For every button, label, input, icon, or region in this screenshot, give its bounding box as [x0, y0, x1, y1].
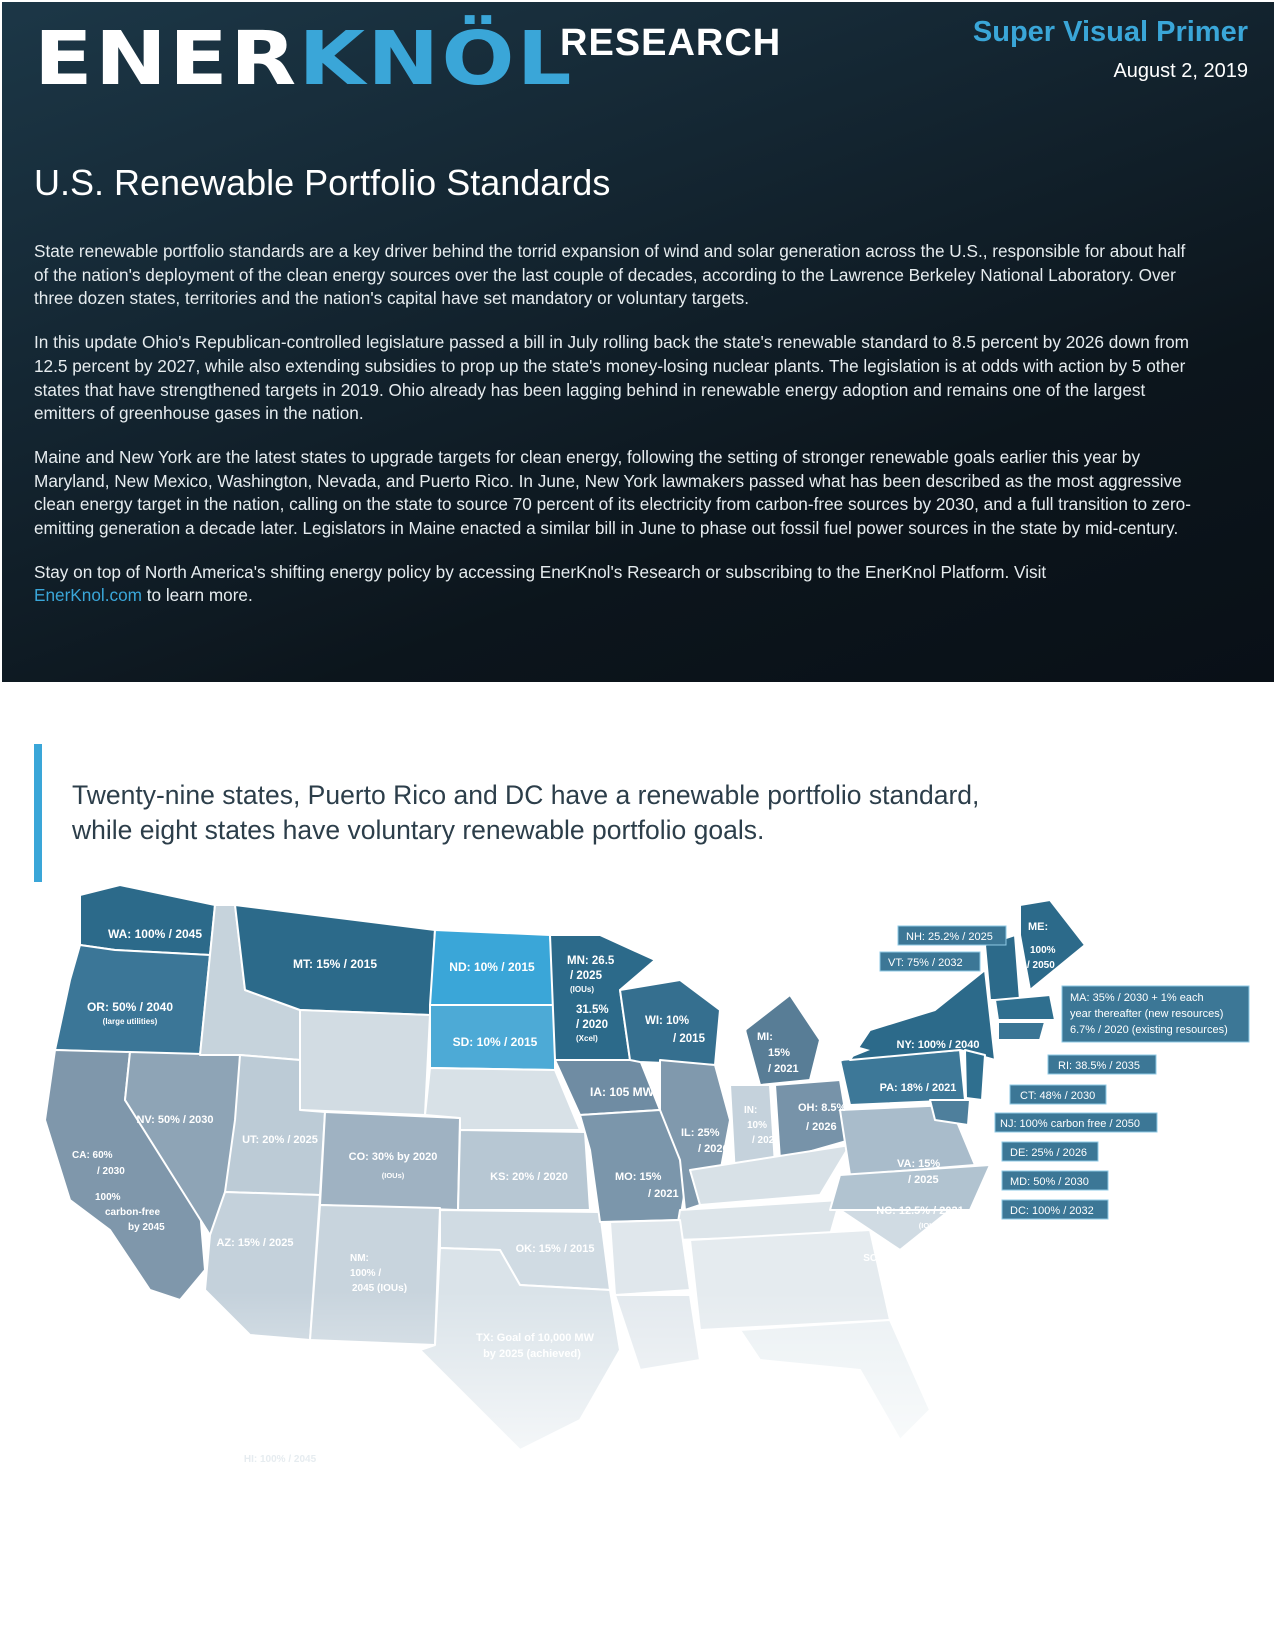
publication-date: August 2, 2019 — [1113, 60, 1248, 82]
label-mn-1: MN: 26.5 — [567, 955, 615, 967]
label-wa: WA: 100% / 2045 — [107, 927, 203, 941]
label-oh-1: OH: 8.5% — [798, 1102, 847, 1114]
label-me-3: / 2050 — [1027, 960, 1055, 971]
label-ut: UT: 20% / 2025 — [242, 1134, 318, 1146]
label-ca-5: by 2045 — [128, 1222, 165, 1233]
state-wa — [80, 885, 215, 955]
callout-dc: DC: 100% / 2032 — [1010, 1205, 1094, 1217]
label-az: AZ: 15% / 2025 — [216, 1237, 294, 1249]
state-ma — [995, 995, 1055, 1020]
label-wi-2: / 2015 — [673, 1033, 705, 1045]
label-hi: HI: 100% / 2045 — [243, 1454, 317, 1465]
label-nm-3: 2045 (IOUs) — [352, 1283, 408, 1294]
label-ia: IA: 105 MW — [589, 1085, 655, 1099]
callout-nj: NJ: 100% carbon free / 2050 — [1000, 1118, 1141, 1130]
label-mt: MT: 15% / 2015 — [292, 957, 378, 971]
label-nc-1: NC: 12.5% / 2021 — [876, 1205, 964, 1217]
callout-ma-3: 6.7% / 2020 (existing resources) — [1070, 1024, 1228, 1036]
label-co-1: CO: 30% by 2020 — [348, 1151, 438, 1163]
paragraph-3: Maine and New York are the latest states to upgrade targets for clean energy, following the setting of stronger renewable goals earlier this year by Maryland, New Mexico, Washington, Nevada, and Puerto Rico. In June, New York lawmakers passed what has been described as the most aggressive clean energy target in the nation, calling on the state to source 70 percent of its electricity from carbon-free sources by 2030, and a full transition to zero-emitting generation a decade later. Legislators in Maine enacted a similar bill in June to phase out fossil fuel power sources in the state by mid-century. — [34, 446, 1191, 539]
label-mi-3: / 2021 — [768, 1063, 799, 1075]
label-sd: SD: 10% / 2015 — [452, 1035, 538, 1049]
label-or-2: (large utilities) — [102, 1017, 158, 1026]
callout-ma-2: year thereafter (new resources) — [1070, 1008, 1224, 1020]
label-nc-2: (IOUs) — [918, 1221, 942, 1230]
us-rps-map — [0, 880, 1275, 1500]
label-il-1: IL: 25% — [681, 1127, 720, 1139]
quote-line-2: while eight states have voluntary renewable portfolio goals. — [72, 815, 765, 845]
state-wy — [300, 1010, 430, 1115]
cta-paragraph — [34, 561, 1204, 608]
logo-part-knol: KNÖL — [298, 16, 574, 102]
logo-wordmark — [34, 16, 574, 102]
label-il-2: / 2026 — [698, 1143, 729, 1155]
label-mn-3: (IOUs) — [570, 985, 594, 994]
label-sc: SC: 2% 2021 — [863, 1253, 923, 1264]
label-or-1: OR: 50% / 2040 — [86, 1000, 174, 1014]
callout-ct: CT: 48% / 2030 — [1020, 1090, 1096, 1102]
label-va-1: VA: 15% — [897, 1158, 941, 1170]
callout-md: MD: 50% / 2030 — [1010, 1176, 1089, 1188]
quote-line-1: Twenty-nine states, Puerto Rico and DC have a renewable portfolio standard, — [72, 780, 980, 810]
label-mi-1: MI: — [757, 1031, 773, 1043]
label-mn-2: / 2025 — [570, 970, 602, 982]
label-co-2: (IOUs) — [381, 1171, 405, 1180]
lake-michigan — [725, 990, 748, 1080]
label-ks: KS: 20% / 2020 — [490, 1171, 568, 1183]
paragraph-2: In this update Ohio's Republican-controlled legislature passed a bill in July rolling back the state's renewable standard to 8.5 percent by 2026 down from 12.5 percent by 2027, while also extending subsidies to prop up the state's money-losing nuclear plants. The legislation is at odds with action by 5 other states that have strengthened targets in 2019. Ohio already has been lagging behind in renewable energy adoption and remains one of the largest emitters of greenhouse gases in the nation. — [34, 332, 1189, 424]
cta-tail: to learn more. — [146, 585, 253, 606]
callout-de: DE: 25% / 2026 — [1010, 1147, 1088, 1159]
label-ca-3: 100% — [95, 1192, 121, 1203]
enerknol-link[interactable]: EnerKnol.com — [34, 585, 142, 606]
label-ok: OK: 15% / 2015 — [515, 1243, 595, 1255]
label-mo-1: MO: 15% — [615, 1171, 662, 1183]
callout-ri: RI: 38.5% / 2035 — [1058, 1060, 1140, 1072]
label-nm-1: NM: — [350, 1253, 369, 1264]
quote-accent-bar — [34, 744, 42, 882]
label-in-2: 10% — [747, 1120, 768, 1131]
label-nm-2: 100% / — [350, 1268, 382, 1279]
label-pa: PA: 18% / 2021 — [879, 1082, 957, 1094]
logo-part-ener: ENER — [34, 16, 299, 102]
state-ct-ri — [998, 1022, 1045, 1040]
label-va-2: / 2025 — [908, 1174, 939, 1186]
lake-superior — [655, 945, 780, 980]
label-mn-5: / 2020 — [576, 1019, 608, 1031]
label-ny: NY: 100% / 2040 — [896, 1039, 980, 1051]
page-title: U.S. Renewable Portfolio Standards — [34, 162, 611, 203]
label-ca-2: / 2030 — [97, 1166, 125, 1177]
logo-research: RESEARCH — [560, 22, 782, 64]
pull-quote — [72, 778, 1072, 848]
callout-vt: VT: 75% / 2032 — [888, 957, 963, 969]
state-nj — [965, 1050, 985, 1100]
label-me-2: 100% — [1030, 945, 1056, 956]
label-me-1: ME: — [1028, 921, 1049, 933]
series-title: Super Visual Primer — [972, 16, 1248, 48]
label-ca-1: CA: 60% — [72, 1150, 113, 1161]
cta-text: Stay on top of North America's shifting energy policy by accessing EnerKnol's Research or subscribing to the EnerKnol Platform. Visit — [34, 561, 1047, 582]
label-ca-4: carbon-free — [105, 1207, 161, 1218]
label-mn-4: 31.5% — [576, 1004, 609, 1016]
label-tx-2: by 2025 (achieved) — [483, 1348, 581, 1360]
label-mi-2: 15% — [768, 1047, 791, 1059]
label-mn-6: (Xcel) — [576, 1034, 598, 1043]
intro-text — [34, 240, 1204, 628]
paragraph-1: State renewable portfolio standards are a key driver behind the torrid expansion of wind and solar generation across the U.S., responsible for about half of the nation's deployment of the clean energy sources over the last couple of decades, according to the Lawrence Berkeley National Laboratory. Over three dozen states, territories and the nation's capital have set mandatory or voluntary targets. — [34, 241, 1186, 309]
label-tx-1: TX: Goal of 10,000 MW — [476, 1332, 594, 1344]
label-oh-2: / 2026 — [806, 1121, 837, 1133]
label-in-1: IN: — [744, 1105, 758, 1116]
label-wi-1: WI: 10% — [645, 1015, 690, 1027]
header-banner — [2, 2, 1274, 682]
callout-nh: NH: 25.2% / 2025 — [906, 931, 993, 943]
label-nd: ND: 10% / 2015 — [449, 960, 535, 974]
label-nv: NV: 50% / 2030 — [136, 1114, 214, 1126]
label-mo-2: / 2021 — [648, 1188, 679, 1200]
callout-ma-1: MA: 35% / 2030 + 1% each — [1070, 992, 1204, 1004]
label-in-3: / 2025 — [752, 1135, 780, 1146]
